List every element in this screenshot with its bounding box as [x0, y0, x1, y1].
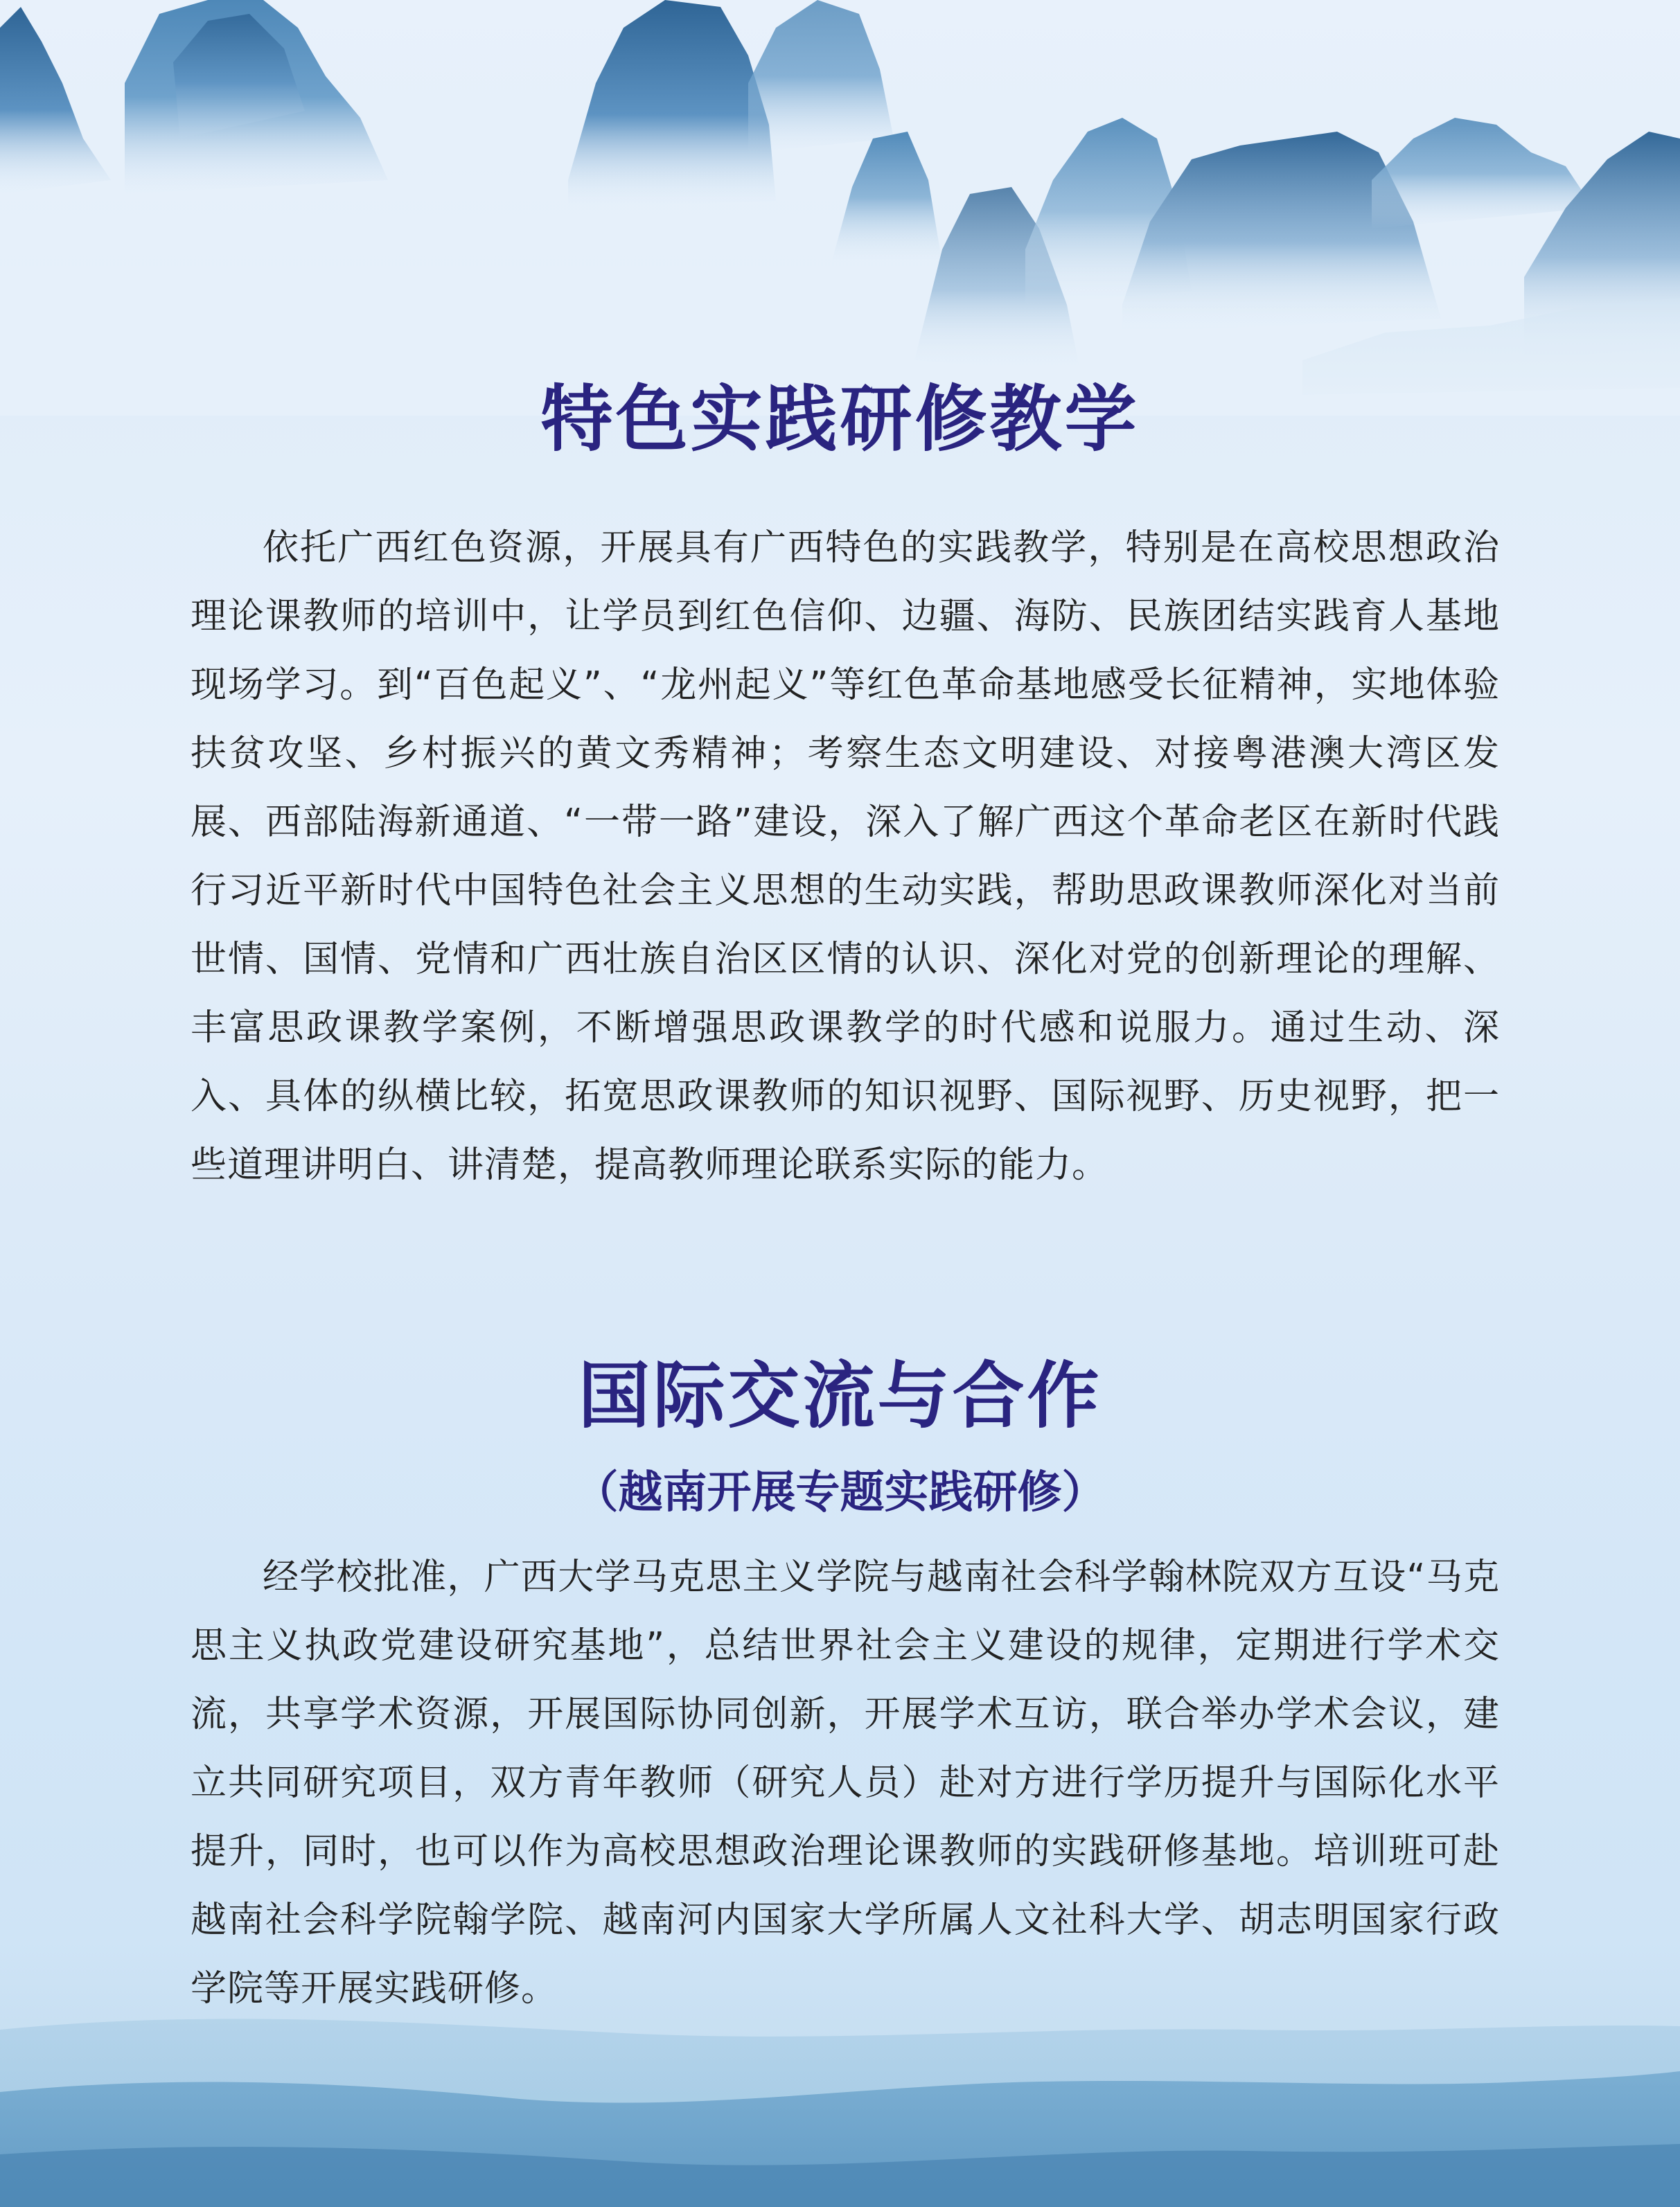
section-title-practice: 特色实践研修教学: [540, 377, 1140, 461]
top-mountains: [0, 0, 1680, 416]
section-body-international: 经学校批准，广西大学马克思主义学院与越南社会科学翰林院双方互设“马克思主义执政党建设研究基地”，总结世界社会主义建设的规律，定期进行学术交流，共享学术资源，开展国际协同创新，开展学术互访，联合举办学术会议，建立共同研究项目，双方青年教师（研究人员）赴对方进行学历提升与国际化水平提升，同时，也可以作为高校思想政治理论课教师的实践研修基地。培训班可赴越南社会科学院翰学院、越南河内国家大学所属人文社科大学、胡志明国家行政学院等开展实践研修。: [191, 1557, 1500, 2010]
section-title-international: 国际交流与合作: [578, 1354, 1102, 1438]
section-subtitle-international: （越南开展专题实践研修）: [574, 1467, 1106, 1518]
section-body-practice: 依托广西红色资源，开展具有广西特色的实践教学，特别是在高校思想政治理论课教师的培训中，让学员到红色信仰、边疆、海防、民族团结实践育人基地现场学习。到“百色起义”、“龙州起义”等红色革命基地感受长征精神，实地体验扶贫攻坚、乡村振兴的黄文秀精神；考察生态文明建设、对接粤港澳大湾区发展、西部陆海新通道、“一带一路”建设，深入了解广西这个革命老区在新时代践行习近平新时代中国特色社会主义思想的生动实践，帮助思政课教师深化对当前世情、国情、党情和广西壮族自治区区情的认识、深化对党的创新理论的理解、丰富思政课教学案例，不断增强思政课教学的时代感和说服力。通过生动、深入、具体的纵横比较，拓宽思政课教师的知识视野、国际视野、历史视野，把一些道理讲明白、讲清楚，提高教师理论联系实际的能力。: [191, 527, 1500, 1186]
bottom-hills: [0, 2019, 1680, 2207]
